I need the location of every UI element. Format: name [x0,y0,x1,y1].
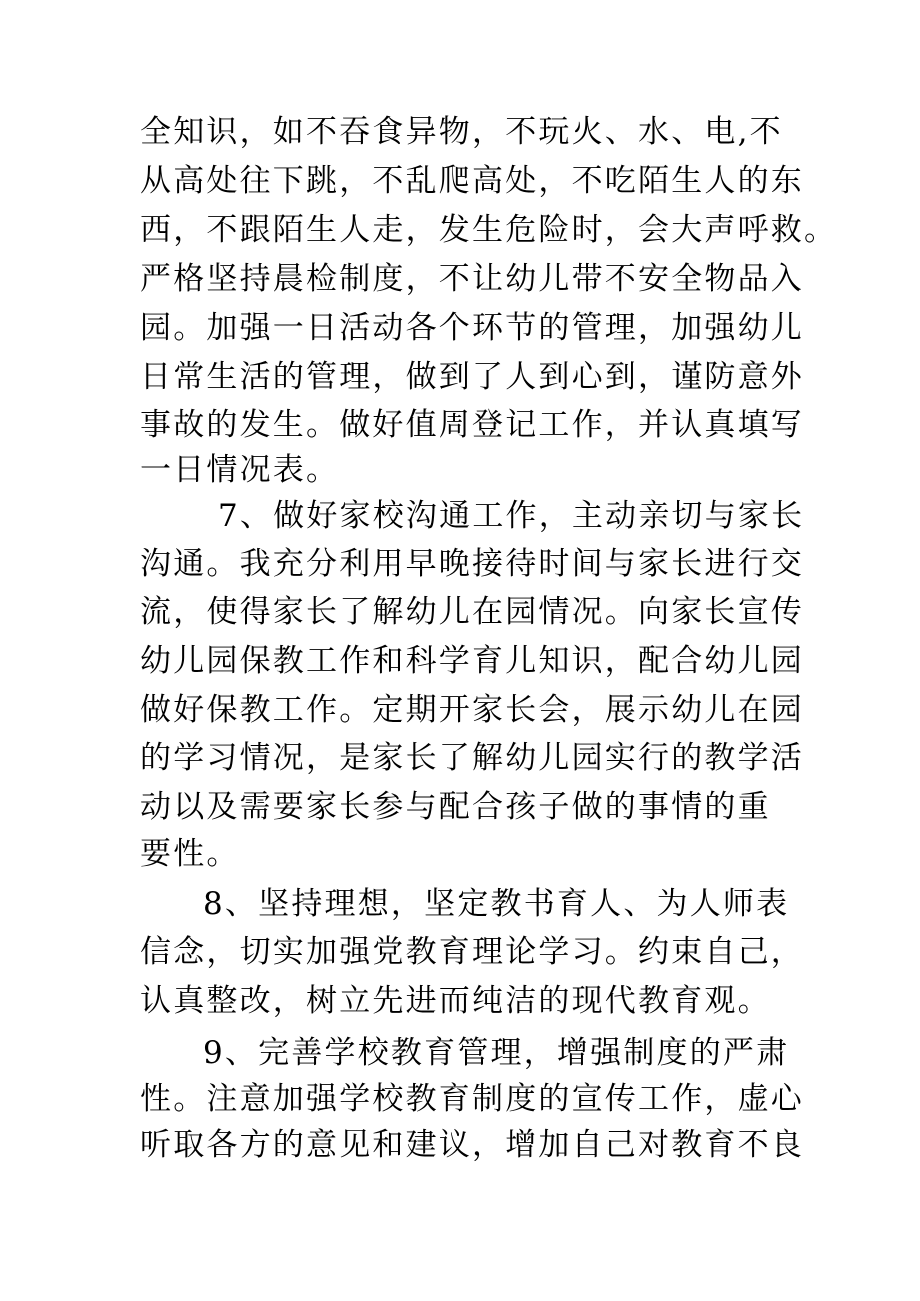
text-line: 日常生活的管理，做到了人到心到，谨防意外 [140,359,804,395]
text-line: 信念，切实加强党教育理论学习。约束自己， [140,934,804,970]
paragraph-9-start: 9、完善学校教育管理，增强制度的严肃 [203,1035,790,1071]
paragraph-7-start: 7、做好家校沟通工作，主动亲切与家长 [218,498,805,534]
text-line: 全知识，如不吞食异物，不玩火、水、电,不 [140,114,783,150]
text-line: 认真整改，树立先进而纯洁的现代教育观。 [140,983,771,1019]
text-line: 性。注意加强学校教育制度的宣传工作，虚心 [140,1081,804,1117]
text-line: 园。加强一日活动各个环节的管理，加强幼儿 [140,310,804,346]
text-line: 动以及需要家长参与配合孩子做的事情的重 [140,789,771,825]
text-line: 从高处往下跳，不乱爬高处，不吃陌生人的东 [140,163,804,199]
text-line: 西，不跟陌生人走，发生危险时，会大声呼救。 [140,212,838,248]
text-line: 听取各方的意见和建议，增加自己对教育不良 [140,1127,804,1163]
text-line: 一日情况表。 [140,452,340,488]
text-line: 做好保教工作。定期开家长会，展示幼儿在园 [140,692,804,728]
text-line: 事故的发生。做好值周登记工作，并认真填写 [140,407,804,443]
text-line: 严格坚持晨检制度，不让幼儿带不安全物品入 [140,261,804,297]
paragraph-8-start: 8、坚持理想，坚定教书育人、为人师表 [203,886,790,922]
text-line: 沟通。我充分利用早晚接待时间与家长进行交 [140,546,804,582]
text-line: 的学习情况，是家长了解幼儿园实行的教学活 [140,740,804,776]
text-line: 要性。 [140,836,240,872]
text-line: 流，使得家长了解幼儿在园情况。向家长宣传 [140,594,804,630]
text-line: 幼儿园保教工作和科学育儿知识，配合幼儿园 [140,643,804,679]
